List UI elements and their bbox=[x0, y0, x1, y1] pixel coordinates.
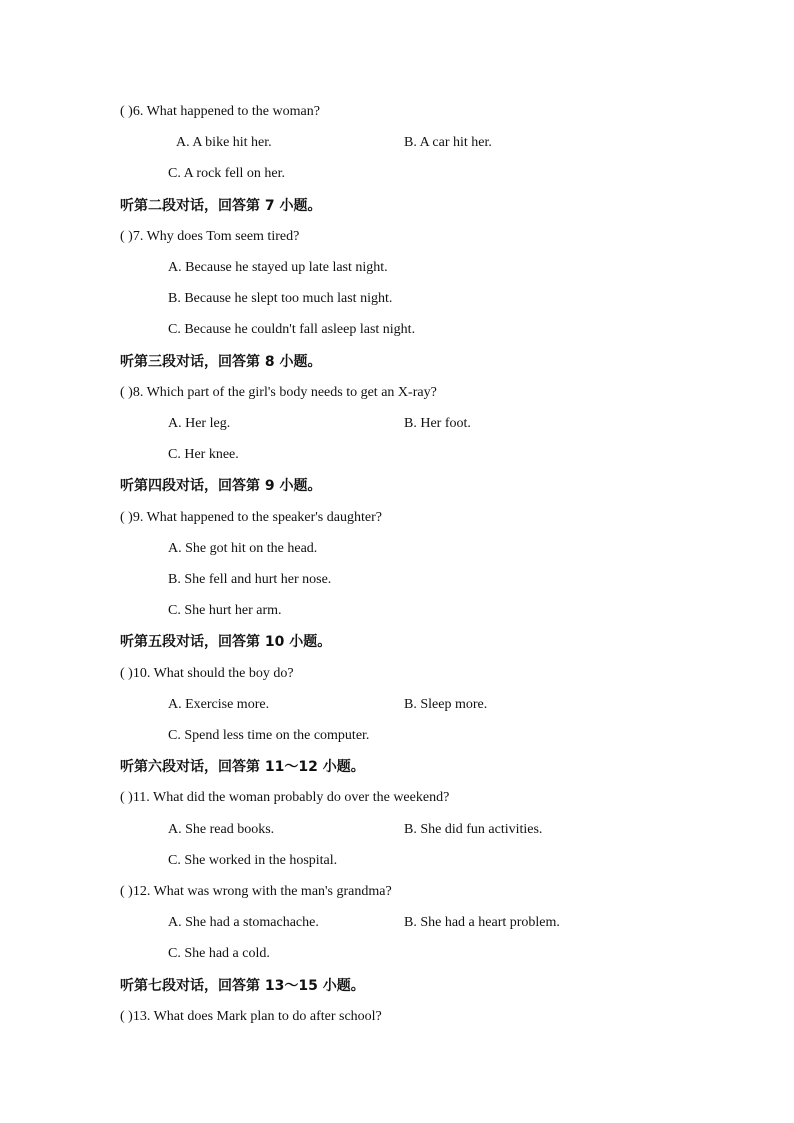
question: ( )8. Which part of the girl's body needs to get an X-ray? bbox=[120, 385, 437, 400]
option-a: A. She read books. bbox=[168, 822, 275, 837]
option: C. Because he couldn't fall asleep last night. bbox=[168, 322, 416, 337]
section-heading: 听第七段对话，回答第 13～15 小题。 bbox=[120, 978, 365, 994]
option: C. Her knee. bbox=[168, 447, 239, 462]
question: ( )7. Why does Tom seem tired? bbox=[120, 229, 300, 244]
question: ( )6. What happened to the woman? bbox=[120, 104, 320, 119]
option-b: B. A car hit her. bbox=[404, 135, 492, 150]
option-a: A. She had a stomachache. bbox=[168, 915, 319, 930]
question: ( )12. What was wrong with the man's grandma? bbox=[120, 884, 392, 899]
option: A. Because he stayed up late last night. bbox=[168, 260, 388, 275]
option: B. She fell and hurt her nose. bbox=[168, 572, 332, 587]
section-heading: 听第五段对话，回答第 10 小题。 bbox=[120, 634, 332, 650]
option: C. She had a cold. bbox=[168, 946, 270, 961]
option: C. Spend less time on the computer. bbox=[168, 728, 370, 743]
option: C. She hurt her arm. bbox=[168, 603, 282, 618]
section-heading: 听第六段对话，回答第 11～12 小题。 bbox=[120, 759, 365, 775]
option-a: A. A bike hit her. bbox=[176, 135, 272, 150]
section-heading: 听第四段对话，回答第 9 小题。 bbox=[120, 478, 322, 494]
option: C. A rock fell on her. bbox=[168, 166, 286, 181]
option: C. She worked in the hospital. bbox=[168, 853, 338, 868]
question: ( )11. What did the woman probably do over the weekend? bbox=[120, 790, 450, 805]
option-b: B. Sleep more. bbox=[404, 697, 488, 712]
question: ( )9. What happened to the speaker's daughter? bbox=[120, 510, 382, 525]
question: ( )13. What does Mark plan to do after school? bbox=[120, 1009, 382, 1024]
section-heading: 听第二段对话，回答第 7 小题。 bbox=[120, 198, 322, 214]
section-heading: 听第三段对话，回答第 8 小题。 bbox=[120, 354, 322, 370]
question: ( )10. What should the boy do? bbox=[120, 666, 294, 681]
option: A. She got hit on the head. bbox=[168, 541, 318, 556]
option: B. Because he slept too much last night. bbox=[168, 291, 393, 306]
option-b: B. She had a heart problem. bbox=[404, 915, 560, 930]
option-b: B. She did fun activities. bbox=[404, 822, 543, 837]
option-b: B. Her foot. bbox=[404, 416, 471, 431]
option-a: A. Exercise more. bbox=[168, 697, 270, 712]
option-a: A. Her leg. bbox=[168, 416, 231, 431]
